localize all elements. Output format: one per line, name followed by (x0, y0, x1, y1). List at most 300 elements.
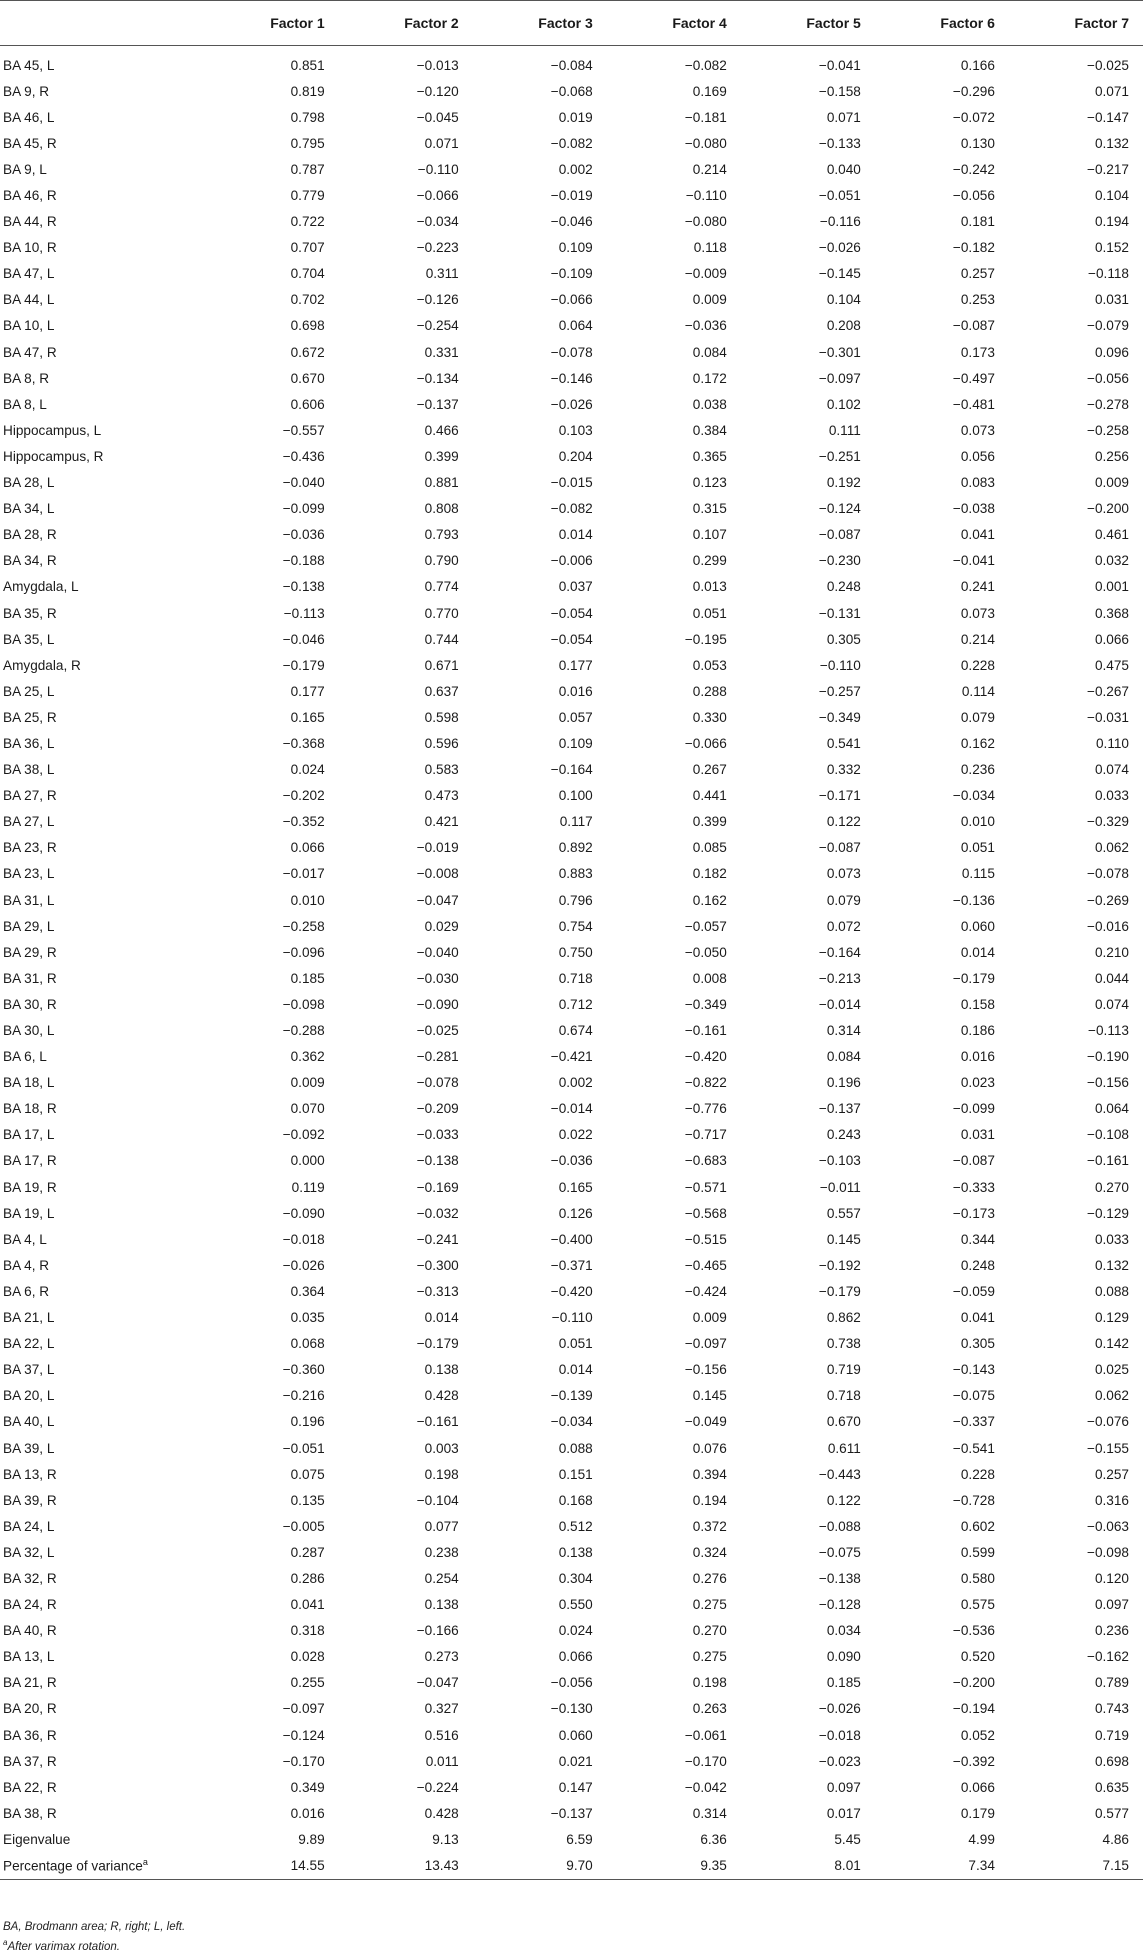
cell-value: 0.037 (558, 579, 593, 595)
cell-value: 0.011 (425, 1753, 459, 1769)
cell-value: 0.228 (960, 657, 995, 673)
cell-value: 0.114 (961, 683, 995, 699)
cell-value: −0.025 (416, 1023, 459, 1039)
cell-value: 0.599 (960, 1544, 995, 1560)
cell-value: 0.088 (558, 1440, 593, 1456)
cell-value: 0.263 (692, 1701, 727, 1717)
cell-value: −0.025 (1087, 57, 1129, 73)
cell-value: −0.147 (1087, 109, 1129, 125)
cell-value: −0.047 (416, 1675, 459, 1691)
cell-value: −0.040 (282, 475, 325, 491)
row-label: BA 27, R (3, 788, 57, 804)
cell-value: 0.637 (424, 683, 459, 699)
cell-value: 0.073 (960, 422, 995, 438)
cell-value: 0.330 (692, 709, 727, 725)
cell-value: −0.006 (550, 553, 593, 569)
cell-value: 0.103 (558, 422, 593, 438)
cell-value: −0.108 (1087, 1127, 1129, 1143)
table-row (0, 209, 1143, 235)
row-label: BA 19, R (3, 1179, 57, 1195)
table-row (0, 235, 1143, 261)
cell-value: −0.133 (818, 135, 861, 151)
cell-value: 0.177 (558, 657, 593, 673)
row-label: BA 13, R (3, 1466, 57, 1482)
row-label: BA 9, R (3, 83, 50, 99)
cell-value: −0.195 (684, 631, 727, 647)
cell-value: −0.146 (550, 370, 593, 386)
cell-value: −0.392 (952, 1753, 995, 1769)
cell-value: 0.702 (290, 292, 325, 308)
variance-label: Percentage of variance (3, 1858, 143, 1874)
cell-value: 0.270 (692, 1623, 727, 1639)
cell-value: 0.158 (960, 996, 995, 1012)
cell-value: −0.099 (952, 1101, 995, 1117)
cell-value: 0.327 (424, 1701, 459, 1717)
cell-value: 0.033 (1094, 1231, 1129, 1247)
cell-value: 0.602 (960, 1518, 995, 1534)
cell-value: 0.109 (558, 735, 593, 751)
cell-value: 0.196 (290, 1414, 325, 1430)
cell-value: 0.152 (1094, 240, 1129, 256)
row-label: BA 18, R (3, 1101, 57, 1117)
cell-value: −0.054 (550, 631, 593, 647)
cell-value: 0.744 (424, 631, 459, 647)
cell-value: −0.056 (1087, 370, 1129, 386)
cell-value: 0.798 (290, 109, 325, 125)
cell-value: −0.116 (819, 214, 861, 230)
cell-value: 0.186 (960, 1023, 995, 1039)
cell-value: 0.107 (692, 527, 727, 543)
cell-value: 0.770 (424, 605, 459, 621)
row-label: BA 13, L (3, 1649, 55, 1665)
cell-value: 0.021 (558, 1753, 593, 1769)
row-label: BA 47, L (3, 266, 55, 282)
cell-value: 0.304 (558, 1570, 593, 1586)
table-row (0, 1383, 1143, 1409)
cell-value: 0.787 (290, 161, 325, 177)
table-row (0, 1122, 1143, 1148)
cell-value: 0.257 (1094, 1466, 1129, 1482)
cell-value: −0.200 (1087, 501, 1129, 517)
table-row (0, 391, 1143, 417)
row-label: BA 4, R (3, 1257, 50, 1273)
cell-value: 0.088 (1094, 1283, 1129, 1299)
variance-row (0, 1852, 1143, 1879)
cell-value: 0.255 (290, 1675, 325, 1691)
table-row (0, 1070, 1143, 1096)
cell-value: 0.060 (960, 918, 995, 934)
row-label: BA 46, L (3, 109, 55, 125)
table-body (0, 46, 1143, 1880)
row-label: BA 40, L (3, 1414, 55, 1430)
cell-value: 0.008 (692, 970, 727, 986)
cell-value: 9.89 (298, 1831, 325, 1847)
cell-value: −0.541 (952, 1440, 995, 1456)
row-label: BA 21, L (3, 1310, 55, 1326)
cell-value: −0.063 (1087, 1518, 1129, 1534)
cell-value: 0.132 (1094, 1257, 1129, 1273)
cell-value: 0.115 (961, 866, 995, 882)
cell-value: 0.169 (692, 83, 727, 99)
cell-value: −0.098 (282, 996, 325, 1012)
cell-value: −0.145 (818, 266, 861, 282)
cell-value: −0.090 (416, 996, 459, 1012)
row-label: BA 34, R (3, 553, 57, 569)
table-row (0, 1774, 1143, 1800)
cell-value: 0.044 (1094, 970, 1129, 986)
row-label: BA 39, L (3, 1440, 55, 1456)
cell-value: 0.013 (692, 579, 727, 595)
cell-value: 0.162 (692, 892, 727, 908)
cell-value: −0.251 (818, 448, 861, 464)
cell-value: 0.362 (290, 1049, 325, 1065)
cell-value: −0.096 (282, 944, 325, 960)
cell-value: −0.033 (416, 1127, 459, 1143)
row-label: Hippocampus, L (3, 422, 102, 438)
cell-value: 0.052 (960, 1727, 995, 1743)
row-label: BA 20, L (3, 1388, 55, 1404)
row-label: BA 32, R (3, 1570, 57, 1586)
row-label: Amygdala, R (3, 657, 81, 673)
cell-value: 0.028 (290, 1649, 325, 1665)
cell-value: −0.138 (818, 1570, 861, 1586)
cell-value: 0.305 (960, 1336, 995, 1352)
table-row (0, 1174, 1143, 1200)
table-row (0, 1044, 1143, 1070)
cell-value: 0.165 (290, 709, 325, 725)
table-header (0, 1, 1143, 46)
cell-value: −0.050 (684, 944, 727, 960)
cell-value: −0.087 (952, 318, 995, 334)
row-label: BA 8, L (3, 396, 47, 412)
table-row (0, 1252, 1143, 1278)
cell-value: 0.010 (290, 892, 325, 908)
cell-value: −0.084 (550, 57, 593, 73)
cell-value: 0.254 (424, 1570, 459, 1586)
cell-value: 0.062 (1094, 1388, 1129, 1404)
cell-value: 6.36 (700, 1831, 727, 1847)
cell-value: 0.344 (960, 1231, 995, 1247)
cell-value: −0.136 (952, 892, 995, 908)
cell-value: 0.041 (960, 1310, 995, 1326)
cell-value: −0.683 (684, 1153, 727, 1169)
table-row (0, 104, 1143, 130)
cell-value: 0.750 (558, 944, 593, 960)
cell-value: 0.064 (1094, 1101, 1129, 1117)
row-label (0, 1852, 205, 1879)
cell-value: 0.384 (692, 422, 727, 438)
row-label: BA 24, R (3, 1597, 57, 1613)
cell-value: −0.080 (684, 135, 727, 151)
cell-value: 6.59 (566, 1831, 593, 1847)
cell-value: 0.276 (692, 1570, 727, 1586)
cell-value: −0.568 (684, 1205, 727, 1221)
cell-value: −0.368 (282, 735, 325, 751)
cell-value: −0.281 (416, 1049, 459, 1065)
cell-value: −0.082 (550, 135, 593, 151)
cell-value: 0.017 (826, 1805, 861, 1821)
row-label: BA 39, R (3, 1492, 57, 1508)
cell-value: −0.329 (1087, 814, 1129, 830)
cell-value: −0.066 (416, 188, 459, 204)
row-label: BA 19, L (3, 1205, 55, 1221)
table-row (0, 1618, 1143, 1644)
row-label: BA 17, R (3, 1153, 57, 1169)
table-row (0, 130, 1143, 156)
cell-value: −0.046 (550, 214, 593, 230)
row-label: BA 31, R (3, 970, 57, 986)
cell-value: 0.066 (290, 840, 325, 856)
cell-value: 0.718 (558, 970, 593, 986)
cell-value: 7.15 (1009, 1852, 1143, 1879)
cell-value: 0.793 (424, 527, 459, 543)
cell-value: 0.181 (960, 214, 995, 230)
cell-value: −0.014 (818, 996, 861, 1012)
cell-value: 0.032 (1094, 553, 1129, 569)
cell-value: 13.43 (339, 1852, 473, 1879)
cell-value: 0.795 (290, 135, 325, 151)
cell-value: −0.139 (550, 1388, 593, 1404)
cell-value: 0.315 (692, 501, 727, 517)
cell-value: 0.109 (558, 240, 593, 256)
cell-value: −0.436 (282, 448, 325, 464)
cell-value: −0.056 (952, 188, 995, 204)
cell-value: −0.036 (282, 527, 325, 543)
cell-value: −0.014 (550, 1101, 593, 1117)
cell-value: −0.082 (684, 57, 727, 73)
cell-value: 0.596 (424, 735, 459, 751)
table-row (0, 887, 1143, 913)
cell-value: 0.070 (290, 1101, 325, 1117)
cell-value: 0.196 (826, 1075, 861, 1091)
cell-value: 0.179 (960, 1805, 995, 1821)
cell-value: −0.481 (952, 396, 995, 412)
cell-value: −0.129 (1087, 1205, 1129, 1221)
cell-value: 4.86 (1102, 1831, 1129, 1847)
cell-value: 0.031 (1094, 292, 1129, 308)
cell-value: 0.892 (558, 840, 593, 856)
row-label: BA 8, R (3, 370, 50, 386)
table-row (0, 939, 1143, 965)
cell-value: 7.34 (875, 1852, 1009, 1879)
row-label: BA 38, R (3, 1805, 57, 1821)
cell-value: −0.078 (550, 344, 593, 360)
cell-value: 0.079 (960, 709, 995, 725)
cell-value: −0.179 (282, 657, 325, 673)
row-label: BA 6, R (3, 1283, 50, 1299)
cell-value: −0.128 (818, 1597, 861, 1613)
cell-value: 0.368 (1094, 605, 1129, 621)
cell-value: −0.288 (282, 1023, 325, 1039)
cell-value: −0.030 (416, 970, 459, 986)
cell-value: −0.118 (1088, 266, 1129, 282)
row-label: BA 18, L (3, 1075, 55, 1091)
cell-value: −0.019 (416, 840, 459, 856)
cell-value: −0.257 (818, 683, 861, 699)
cell-value: 0.122 (826, 1492, 861, 1508)
row-label: BA 38, L (3, 762, 55, 778)
table-row (0, 835, 1143, 861)
cell-value: 0.009 (692, 1310, 727, 1326)
cell-value: −0.515 (684, 1231, 727, 1247)
cell-value: 0.075 (290, 1466, 325, 1482)
cell-value: 0.138 (424, 1362, 459, 1378)
cell-value: 0.256 (1094, 448, 1129, 464)
cell-value: 0.185 (290, 970, 325, 986)
cell-value: 0.041 (290, 1597, 325, 1613)
table-row (0, 913, 1143, 939)
cell-value: 0.083 (960, 475, 995, 491)
table-row (0, 1435, 1143, 1461)
cell-value: 0.130 (960, 135, 995, 151)
table-row (0, 1539, 1143, 1565)
cell-value: −0.034 (952, 788, 995, 804)
row-label: BA 22, R (3, 1779, 57, 1795)
cell-value: −0.126 (416, 292, 459, 308)
cell-value: −0.009 (684, 266, 727, 282)
cell-value: 0.014 (960, 944, 995, 960)
cell-value: 0.060 (558, 1727, 593, 1743)
cell-value: −0.230 (818, 553, 861, 569)
cell-value: −0.047 (416, 892, 459, 908)
cell-value: −0.333 (952, 1179, 995, 1195)
cell-value: −0.158 (818, 83, 861, 99)
cell-value: −0.181 (684, 109, 727, 125)
cell-value: −0.143 (952, 1362, 995, 1378)
cell-value: 0.129 (1094, 1310, 1129, 1326)
cell-value: 0.104 (826, 292, 861, 308)
table-row (0, 182, 1143, 208)
cell-value: −0.031 (1087, 709, 1129, 725)
cell-value: −0.170 (282, 1753, 325, 1769)
header-factor-1: Factor 1 (205, 1, 339, 46)
cell-value: 0.311 (425, 266, 459, 282)
cell-value: −0.155 (1087, 1440, 1129, 1456)
cell-value: −0.241 (416, 1231, 459, 1247)
table-row (0, 678, 1143, 704)
cell-value: −0.097 (282, 1701, 325, 1717)
table-row (0, 730, 1143, 756)
cell-value: −0.082 (550, 501, 593, 517)
cell-value: 0.580 (960, 1570, 995, 1586)
cell-value: 0.056 (960, 448, 995, 464)
footnote-text: After varimax rotation. (7, 1940, 120, 1953)
cell-value: 0.062 (1094, 840, 1129, 856)
cell-value: 0.014 (558, 1362, 593, 1378)
cell-value: 0.208 (826, 318, 861, 334)
row-label: BA 35, R (3, 605, 57, 621)
cell-value: 0.024 (290, 762, 325, 778)
cell-value: 0.394 (692, 1466, 727, 1482)
cell-value: 0.273 (424, 1649, 459, 1665)
cell-value: 0.016 (558, 683, 593, 699)
cell-value: 0.038 (692, 396, 727, 412)
cell-value: −0.026 (282, 1257, 325, 1273)
cell-value: 0.016 (290, 1805, 325, 1821)
cell-value: 0.009 (692, 292, 727, 308)
cell-value: 14.55 (205, 1852, 339, 1879)
cell-value: 0.204 (558, 448, 593, 464)
cell-value: −0.092 (282, 1127, 325, 1143)
cell-value: −0.200 (952, 1675, 995, 1691)
cell-value: 0.051 (960, 840, 995, 856)
cell-value: 0.168 (558, 1492, 593, 1508)
cell-value: 0.084 (692, 344, 727, 360)
cell-value: −0.075 (818, 1544, 861, 1560)
cell-value: −0.034 (550, 1414, 593, 1430)
row-label: BA 28, L (3, 475, 55, 491)
row-label: BA 37, L (3, 1362, 55, 1378)
cell-value: 0.071 (1094, 83, 1129, 99)
cell-value: 0.002 (558, 161, 593, 177)
cell-value: 0.145 (692, 1388, 727, 1404)
cell-value: 0.719 (826, 1362, 861, 1378)
cell-value: 0.118 (693, 240, 727, 256)
table-row (0, 470, 1143, 496)
row-label: BA 31, L (3, 892, 55, 908)
cell-value: 0.145 (826, 1231, 861, 1247)
table-row (0, 1409, 1143, 1435)
table-row (0, 1487, 1143, 1513)
cell-value: 0.064 (558, 318, 593, 334)
cell-value: −0.113 (1088, 1023, 1129, 1039)
row-label: BA 37, R (3, 1753, 57, 1769)
row-label: BA 29, L (3, 918, 55, 934)
cell-value: 0.210 (1094, 944, 1129, 960)
cell-value: 0.275 (692, 1649, 727, 1665)
table-row (0, 78, 1143, 104)
cell-value: 0.475 (1094, 657, 1129, 673)
cell-value: 0.076 (692, 1440, 727, 1456)
cell-value: −0.138 (282, 579, 325, 595)
cell-value: −0.349 (684, 996, 727, 1012)
row-label: BA 32, L (3, 1544, 55, 1560)
cell-value: −0.124 (818, 501, 861, 517)
header-factor-3: Factor 3 (473, 1, 607, 46)
cell-value: −0.420 (684, 1049, 727, 1065)
cell-value: 0.097 (826, 1779, 861, 1795)
cell-value: −0.109 (550, 266, 593, 282)
cell-value: 0.166 (960, 57, 995, 73)
row-label: BA 35, L (3, 631, 55, 647)
cell-value: 0.248 (826, 579, 861, 595)
table-row (0, 287, 1143, 313)
cell-value: 0.672 (290, 344, 325, 360)
cell-value: −0.571 (684, 1179, 727, 1195)
cell-value: 0.198 (692, 1675, 727, 1691)
cell-value: 9.13 (432, 1831, 459, 1847)
cell-value: 0.275 (692, 1597, 727, 1613)
cell-value: −0.011 (819, 1179, 861, 1195)
cell-value: 0.698 (1094, 1753, 1129, 1769)
cell-value: −0.051 (818, 188, 861, 204)
cell-value: −0.202 (282, 788, 325, 804)
cell-value: 0.066 (960, 1779, 995, 1795)
cell-value: 0.743 (1094, 1701, 1129, 1717)
cell-value: 8.01 (741, 1852, 875, 1879)
cell-value: 0.516 (424, 1727, 459, 1743)
row-label: Hippocampus, R (3, 448, 104, 464)
row-label: BA 27, L (3, 814, 55, 830)
cell-value: 0.009 (1094, 475, 1129, 491)
cell-value: 0.194 (692, 1492, 727, 1508)
cell-value: −0.301 (818, 344, 861, 360)
cell-value: −0.179 (416, 1336, 459, 1352)
cell-value: −0.087 (952, 1153, 995, 1169)
row-label: BA 45, L (3, 57, 55, 73)
cell-value: −0.217 (1087, 161, 1129, 177)
cell-value: −0.005 (282, 1518, 325, 1534)
